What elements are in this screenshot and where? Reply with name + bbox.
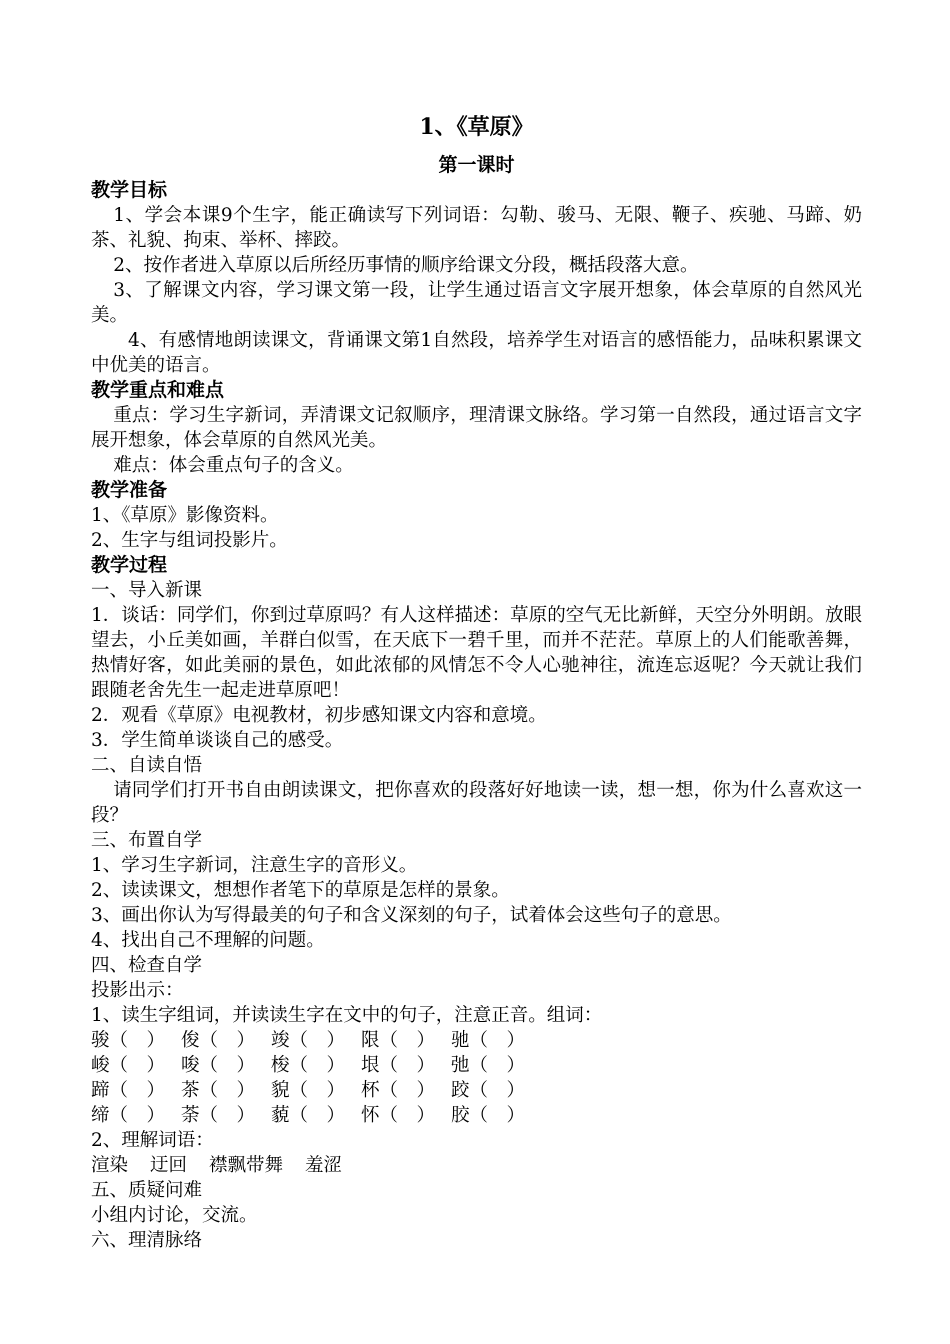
char-cell: 梭（ ） [271,1055,346,1076]
goals-heading: 教学目标 [91,179,168,201]
char-cell: 貌（ ） [271,1080,346,1101]
section-1-title: 一、导入新课 [91,580,203,601]
keys-heading: 教学重点和难点 [91,379,225,401]
section-5-text: 小组内讨论，交流。 [91,1205,258,1226]
page-subtitle: 第一课时 [438,154,515,176]
char-cell: 峻（ ） [91,1055,166,1076]
section-3-item-3: 3、画出你认为写得最美的句子和含义深刻的句子，试着体会这些句子的意思。 [91,905,732,926]
char-cell: 跤（ ） [451,1080,526,1101]
char-grid-row [91,1103,862,1128]
section-4-show: 投影出示： [91,980,184,1001]
section-3-item-2: 2、读读课文，想想作者笔下的草原是怎样的景象。 [91,880,510,901]
section-1-item-2: 2．观看《草原》电视教材，初步感知课文内容和意境。 [91,705,547,726]
section-2-title: 二、自读自悟 [91,755,203,776]
goal-1: 1、学会本课9个生字，能正确读写下列词语：勾勒、骏马、无限、鞭子、疾驰、马蹄、奶茶、礼貌、拘束、举杯、摔跤。 [91,205,862,251]
char-grid-row [91,1078,862,1103]
section-1-item-3: 3．学生简单谈谈自己的感受。 [91,730,344,751]
section-2-text: 请同学们打开书自由朗读课文，把你喜欢的段落好好地读一读，想一想，你为什么喜欢这一段？ [91,780,862,826]
char-cell: 怀（ ） [361,1105,436,1126]
char-cell: 唆（ ） [181,1055,256,1076]
goal-4: 4、有感情地朗读课文，背诵课文第1自然段，培养学生对语言的感悟能力，品味积累课文中优美的语言。 [91,330,862,376]
term: 渲染 [91,1155,129,1176]
process-heading: 教学过程 [91,554,168,576]
term: 襟飘带舞 [209,1155,284,1176]
char-grid [91,1028,862,1128]
char-cell: 垠（ ） [361,1055,436,1076]
char-cell: 荼（ ） [181,1105,256,1126]
char-cell: 胶（ ） [451,1105,526,1126]
section-3-item-4: 4、找出自己不理解的问题。 [91,930,325,951]
char-cell: 骏（ ） [91,1030,166,1051]
char-cell: 藐（ ） [271,1105,346,1126]
prep-item-2: 2、生字与组词投影片。 [91,530,288,551]
char-cell: 驰（ ） [451,1030,526,1051]
goal-2: 2、按作者进入草原以后所经历事情的顺序给课文分段，概括段落大意。 [113,255,699,276]
section-5-title: 五、质疑问难 [91,1180,203,1201]
section-4-title: 四、检查自学 [91,955,203,976]
goal-3: 3、了解课文内容，学习课文第一段，让学生通过语言文字展开想象，体会草原的自然风光美。 [91,280,862,326]
section-4-item-1: 1、读生字组词，并读读生字在文中的句子，注意正音。组词： [91,1005,603,1026]
char-grid-row [91,1053,862,1078]
section-1-item-1: 1．谈话：同学们，你到过草原吗？有人这样描述：草原的空气无比新鲜，天空分外明朗。放眼望去，小丘美如画，羊群白似雪，在天底下一碧千里，而并不茫茫。草原上的人们能歌善舞，热情好客，如此美丽的景色，如此浓郁的风情怎不令人心驰神往，流连忘返呢？今天就让我们跟随老舍先生一起走进草原吧！ [91,605,862,701]
prep-item-1: 1、《草原》影像资料。 [91,505,279,526]
char-cell: 茶（ ） [181,1080,256,1101]
char-cell: 俊（ ） [181,1030,256,1051]
term: 迂回 [150,1155,188,1176]
page-title: 1、《草原》 [419,114,534,140]
char-cell: 弛（ ） [451,1055,526,1076]
difficulty: 难点：体会重点句子的含义。 [113,455,354,476]
char-cell: 竣（ ） [271,1030,346,1051]
term-list [91,1153,862,1178]
section-6-title: 六、理清脉络 [91,1230,203,1251]
char-grid-row [91,1028,862,1053]
section-4-item-2: 2、理解词语： [91,1130,214,1151]
key-point: 重点：学习生字新词，弄清课文记叙顺序，理清课文脉络。学习第一自然段，通过语言文字展开想象，体会草原的自然风光美。 [91,405,862,451]
prep-heading: 教学准备 [91,479,168,501]
section-3-title: 三、布置自学 [91,830,203,851]
char-cell: 杯（ ） [361,1080,436,1101]
char-cell: 缔（ ） [91,1105,166,1126]
section-3-item-1: 1、学习生字新词，注意生字的音形义。 [91,855,418,876]
term: 羞涩 [305,1155,343,1176]
char-cell: 蹄（ ） [91,1080,166,1101]
char-cell: 限（ ） [361,1030,436,1051]
